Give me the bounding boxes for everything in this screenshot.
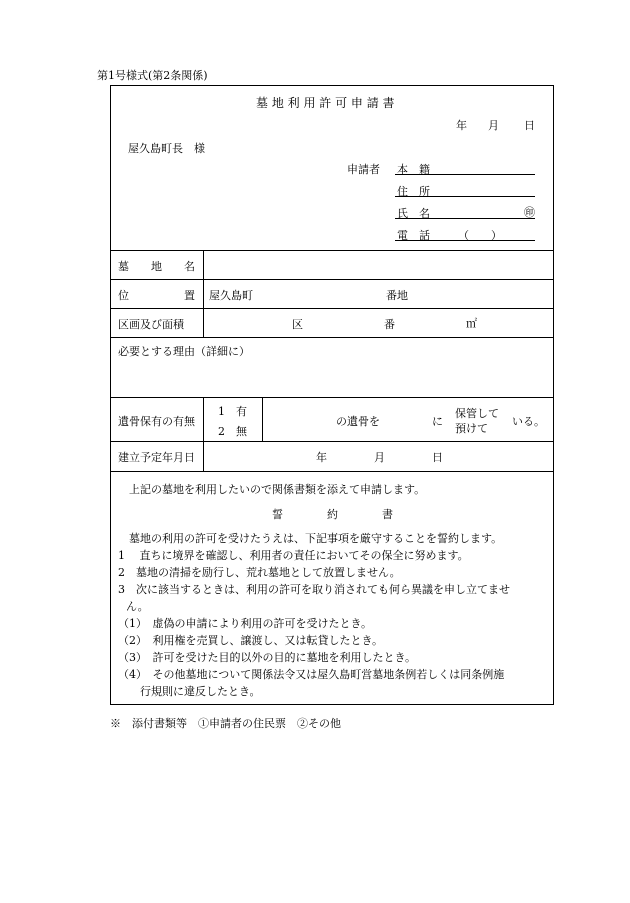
- seal-mark: ㊞: [524, 206, 535, 219]
- riyu-label: 必要とする理由（詳細に）: [118, 345, 250, 358]
- form-title: 墓 地 利 用 許 可 申 請 書: [256, 96, 395, 110]
- date-month: 月: [488, 119, 499, 132]
- pledge-sub-4-cont: 行規則に違反したとき。: [140, 685, 261, 698]
- kenritsu-day: 日: [432, 451, 443, 464]
- pledge-item-1: 1 直ちに境界を確認し、利用者の責任においてその保全に努めます。: [118, 549, 469, 562]
- honseki-line: [395, 174, 535, 175]
- application-statement: 上記の墓地を利用したいので関係書類を添えて申請します。: [129, 483, 426, 496]
- jusho-line: [395, 196, 535, 197]
- ikotsu-label: 遺骨保有の有無: [118, 415, 195, 428]
- row-divider: [110, 250, 553, 251]
- date-day: 日: [524, 119, 535, 132]
- row-divider: [110, 279, 553, 280]
- row-divider: [110, 397, 553, 398]
- column-divider: [203, 250, 204, 337]
- ikotsu-wo: の遺骨を: [336, 415, 380, 428]
- pledge-item-3-cont: ん。: [126, 600, 149, 613]
- row-divider: [110, 441, 553, 442]
- column-divider: [262, 397, 263, 441]
- m2: ㎡: [466, 317, 477, 330]
- pledge-sub-3: （3） 許可を受けた目的以外の目的に墓地を利用したとき。: [118, 651, 417, 664]
- denwa-label: 電 話: [397, 229, 430, 242]
- denwa-line: [395, 240, 535, 241]
- form-frame: [110, 85, 554, 705]
- kenritsu-year: 年: [316, 451, 327, 464]
- ku: 区: [292, 318, 303, 331]
- ichi-label: 位 置: [118, 289, 195, 302]
- jusho-label: 住 所: [397, 185, 430, 198]
- pledge-item-3: 3 次に該当するときは、利用の許可を取り消されても何ら異議を申し立てませ: [118, 583, 510, 596]
- column-divider: [203, 397, 204, 471]
- addressee: 屋久島町長 様: [128, 142, 205, 155]
- row-divider: [110, 337, 553, 338]
- ikotsu-option-yes: 1 有: [218, 405, 247, 418]
- pledge-sub-2: （2） 利用権を売買し、譲渡し、又は転貸したとき。: [118, 634, 384, 647]
- shimei-label: 氏 名: [397, 207, 430, 220]
- ichi-value: 屋久島町: [209, 289, 253, 302]
- honseki-label: 本 籍: [397, 163, 430, 176]
- date-year: 年: [456, 119, 467, 132]
- applicant-label: 申請者: [347, 163, 380, 176]
- ikotsu-option-no: 2 無: [218, 425, 247, 438]
- footnote: ※ 添付書類等 ①申請者の住民票 ②その他: [110, 717, 341, 730]
- form-number: 第1号様式(第2条関係): [97, 69, 208, 82]
- bochi-label: 墓 地 名: [118, 260, 195, 273]
- hokan: 保管して: [455, 407, 499, 420]
- pledge-sub-4: （4） その他墓地について関係法令又は屋久島町営墓地条例若しくは同条例施: [118, 668, 505, 681]
- kenritsu-month: 月: [374, 451, 385, 464]
- pledge-intro: 墓地の利用の許可を受けたうえは、下記事項を厳守することを誓約します。: [129, 532, 503, 545]
- ikotsu-ni: に: [432, 415, 443, 428]
- kenritsu-label: 建立予定年月日: [118, 451, 195, 464]
- banchi: 番地: [386, 289, 408, 302]
- pledge-item-2: 2 墓地の清掃を励行し、荒れ墓地として放置しません。: [118, 566, 401, 579]
- azuke: 預けて: [455, 422, 488, 435]
- iru: いる。: [512, 415, 545, 428]
- phone-paren: （ ）: [458, 229, 502, 242]
- ban: 番: [384, 318, 395, 331]
- shimei-line: [395, 218, 535, 219]
- row-divider: [110, 471, 553, 472]
- pledge-title: 誓 約 書: [272, 508, 393, 521]
- pledge-sub-1: （1） 虚偽の申請により利用の許可を受けたとき。: [118, 617, 373, 630]
- kukaku-label: 区画及び面積: [118, 318, 184, 331]
- row-divider: [110, 308, 553, 309]
